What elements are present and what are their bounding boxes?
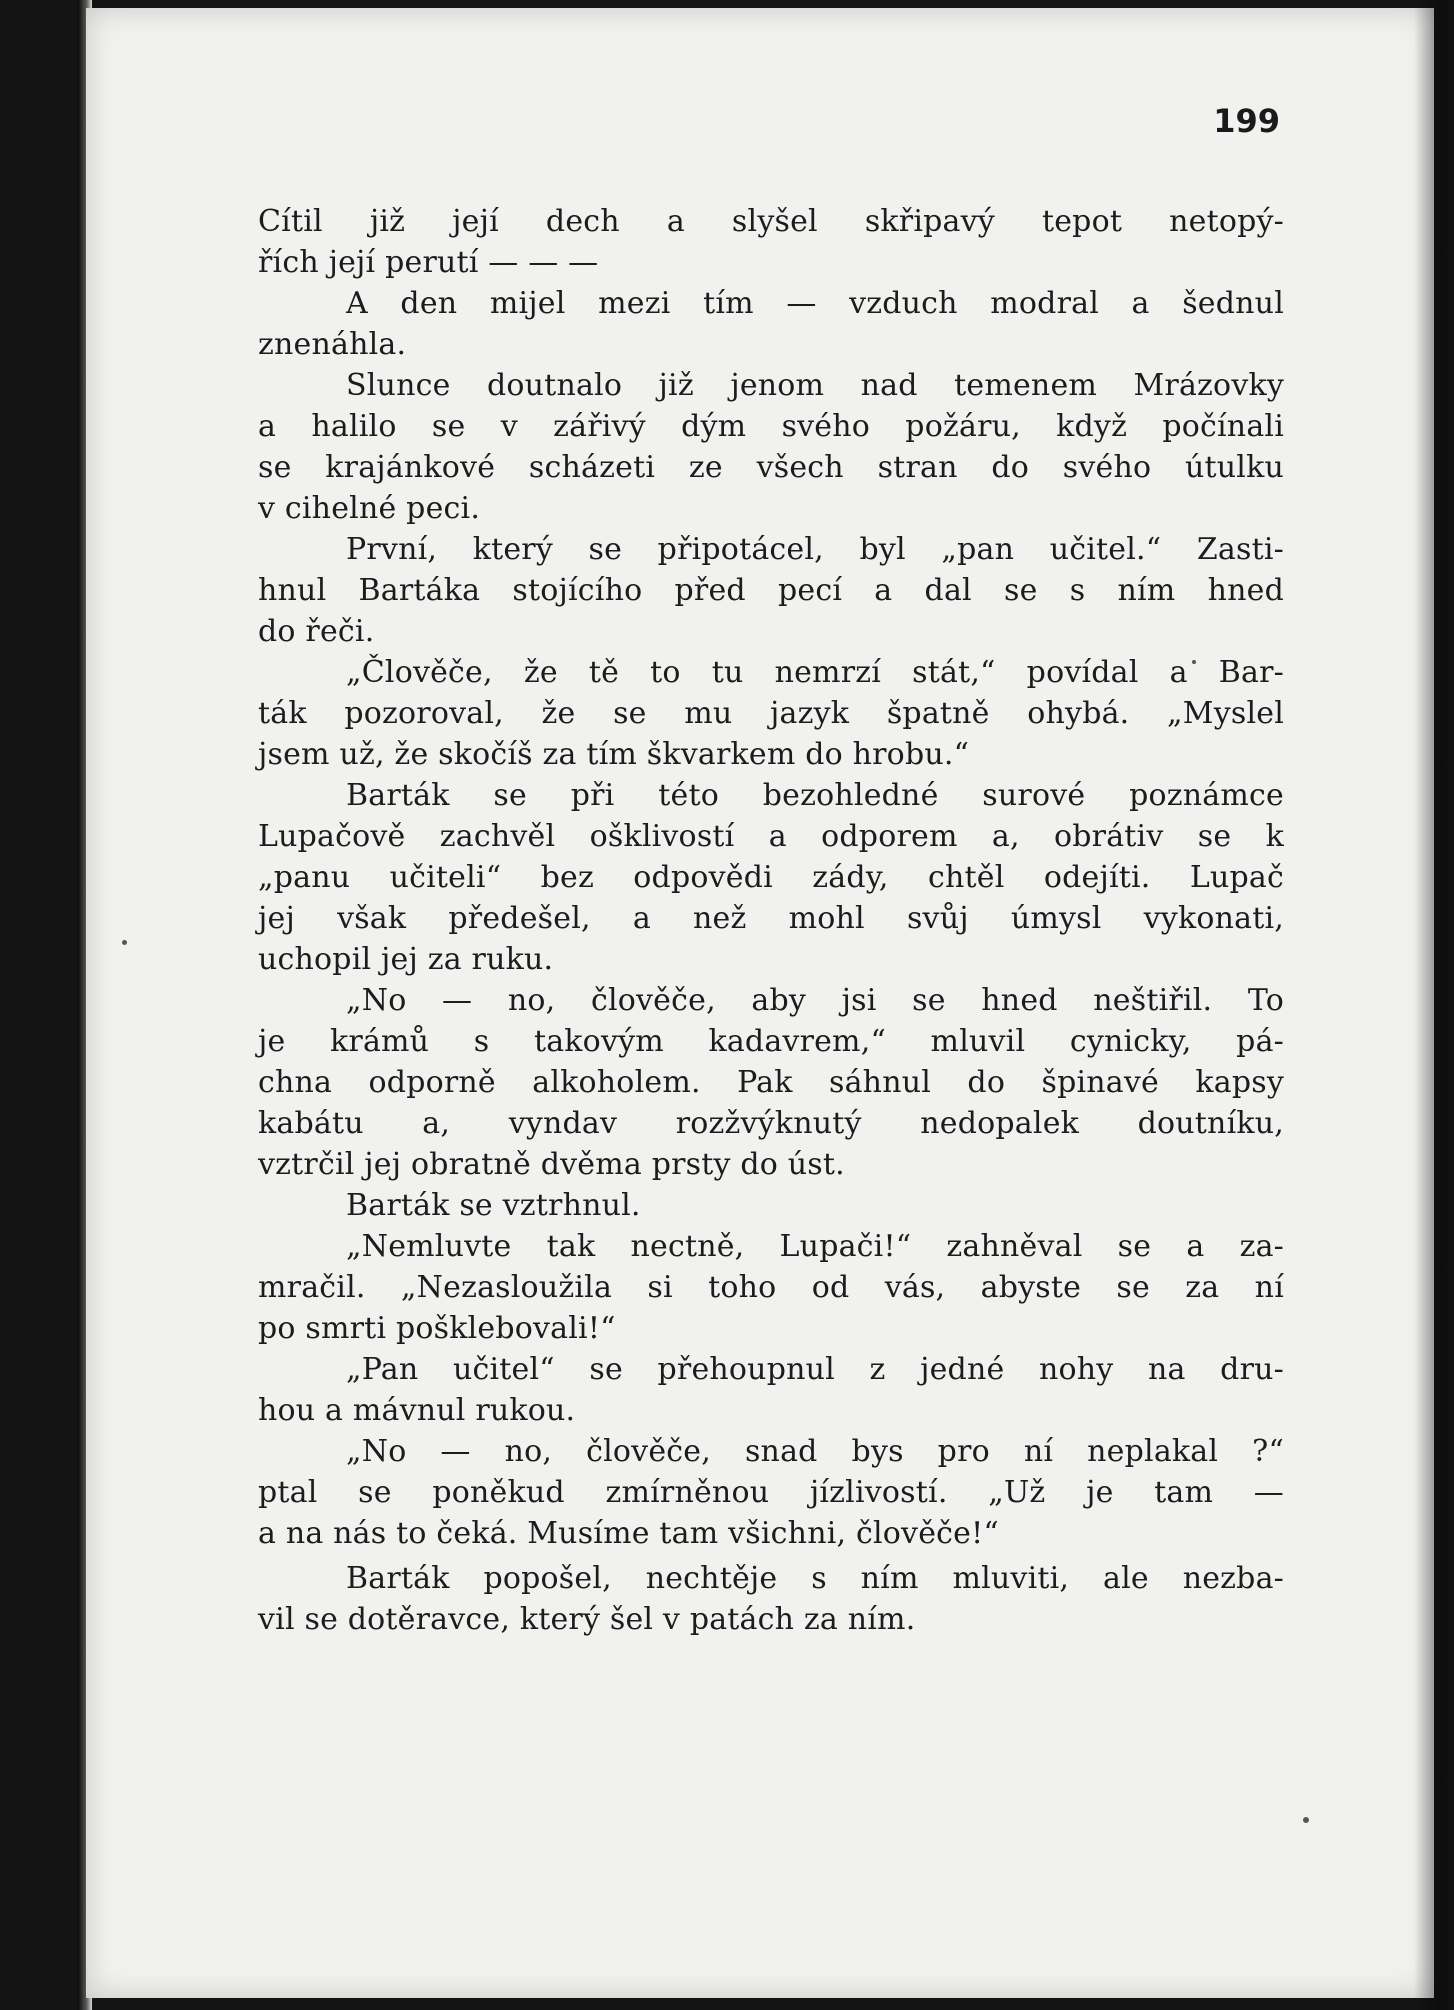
text-line: Barták popošel, nechtěje s ním mluviti, ale nezba-	[346, 1561, 1284, 1596]
text-line: „Pan učitel“ se přehoupnul z jedné nohy na dru-	[346, 1352, 1284, 1387]
text-line: mračil. „Nezasloužila si toho od vás, abyste se za ní	[258, 1270, 1284, 1305]
text-line: hou a mávnul rukou.	[258, 1393, 576, 1428]
text-line: uchopil jej za ruku.	[258, 942, 554, 977]
text-line: A den mijel mezi tím — vzduch modral a šednul	[346, 286, 1284, 321]
text-line: ptal se poněkud zmírněnou jízlivostí. „Už je tam —	[258, 1475, 1284, 1510]
text-line: „No — no, člověče, aby jsi se hned neštiřil. To	[346, 983, 1284, 1018]
text-line: jej však předešel, a než mohl svůj úmysl vykonati,	[258, 901, 1284, 936]
page-edge-shadow	[1414, 0, 1454, 2010]
text-line: znenáhla.	[258, 327, 407, 362]
text-line: vztrčil jej obratně dvěma prsty do úst.	[258, 1147, 845, 1182]
text-line: Barták se při této bezohledné surové poznámce	[346, 778, 1284, 813]
text-line: „Člověče, že tě to tu nemrzí stát,“ povídal a Bar-	[346, 655, 1284, 690]
text-line: Cítil již její dech a slyšel skřipavý tepot netopý-	[258, 204, 1284, 239]
text-line: v cihelné peci.	[258, 491, 481, 526]
text-line: „No — no, člověče, snad bys pro ní neplakal ?“	[346, 1434, 1284, 1469]
text-line: je krámů s takovým kadavrem,“ mluvil cynicky, pá-	[258, 1024, 1284, 1059]
text-line: jsem už, že skočíš za tím škvarkem do hrobu.“	[258, 737, 970, 772]
text-line: Lupačově zachvěl ošklivostí a odporem a, obrátiv se k	[258, 819, 1284, 854]
dust-speck	[122, 940, 127, 945]
text-line: se krajánkové scházeti ze všech stran do svého útulku	[258, 450, 1284, 485]
text-line: a na nás to čeká. Musíme tam všichni, člověče!“	[258, 1516, 999, 1551]
text-line: po smrti pošklebovali!“	[258, 1311, 616, 1346]
text-line: a halilo se v zářivý dým svého požáru, když počínali	[258, 409, 1284, 444]
body-text	[258, 201, 1284, 1640]
text-line: Barták se vztrhnul.	[346, 1188, 641, 1223]
dust-speck	[1303, 1817, 1309, 1823]
text-line: „panu učiteli“ bez odpovědi zády, chtěl odejíti. Lupač	[258, 860, 1284, 895]
text-line: První, který se připotácel, byl „pan učitel.“ Zasti-	[346, 532, 1284, 567]
text-line: hnul Bartáka stojícího před pecí a dal se s ním hned	[258, 573, 1284, 608]
text-line: řích její perutí — — —	[258, 245, 599, 280]
page-number: 199	[1213, 102, 1280, 140]
text-line: „Nemluvte tak nectně, Lupači!“ zahněval se a za-	[346, 1229, 1284, 1264]
text-line: vil se dotěravce, který šel v patách za ním.	[258, 1602, 916, 1637]
text-line: chna odporně alkoholem. Pak sáhnul do špinavé kapsy	[258, 1065, 1284, 1100]
text-line: kabátu a, vyndav rozžvýknutý nedopalek doutníku,	[258, 1106, 1284, 1141]
text-line: ták pozoroval, že se mu jazyk špatně ohybá. „Myslel	[258, 696, 1284, 731]
text-line: Slunce doutnalo již jenom nad temenem Mrázovky	[346, 368, 1284, 403]
text-line: do řeči.	[258, 614, 375, 649]
